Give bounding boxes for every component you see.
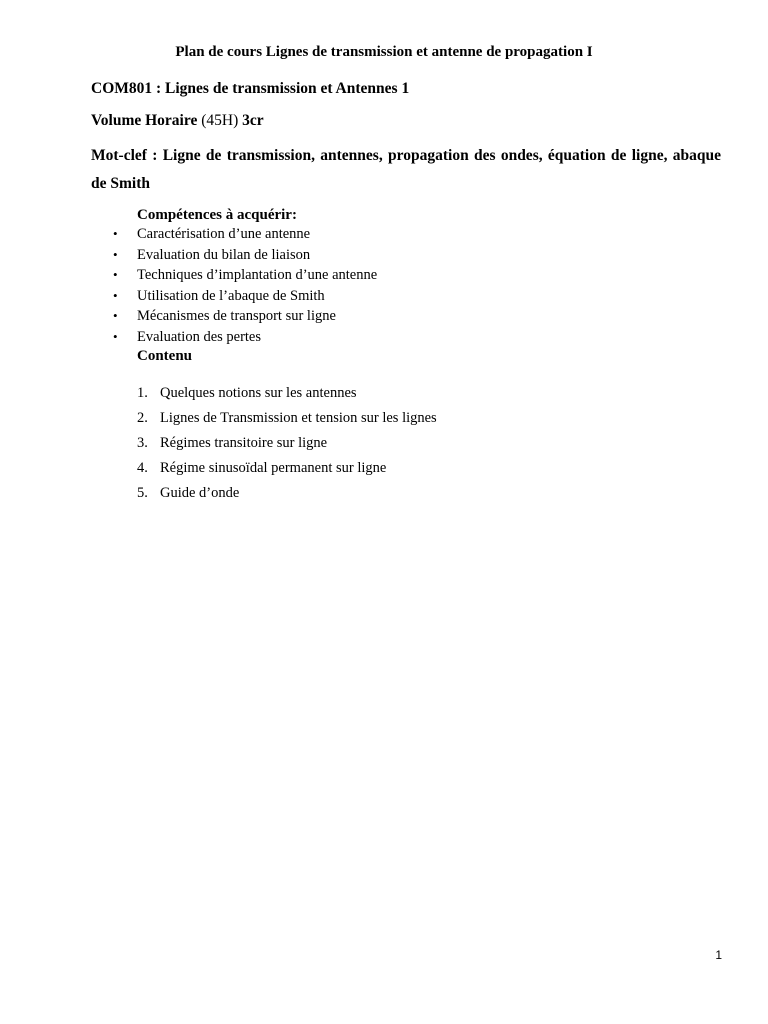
contenu-heading: Contenu	[137, 348, 193, 364]
bullet-marker: •	[113, 287, 118, 303]
competence-text: Mécanismes de transport sur ligne	[137, 308, 336, 324]
bullet-marker: •	[113, 308, 118, 323]
list-number: 2.	[137, 410, 148, 426]
contenu-text: Quelques notions sur les antennes	[160, 385, 357, 401]
bullet-marker: •	[113, 267, 118, 282]
competence-text: Caractérisation d’une antenne	[137, 226, 311, 242]
course-code-line: COM801 : Lignes de transmission et Antennes 1	[91, 80, 410, 97]
competence-text: Techniques d’implantation d’une antenne	[137, 267, 378, 283]
document-title: Plan de cours Lignes de transmission et antenne de propagation I	[175, 44, 593, 60]
bullet-marker: •	[113, 226, 118, 241]
contenu-text: Lignes de Transmission et tension sur les lignes	[160, 410, 437, 426]
list-number: 5.	[137, 485, 148, 501]
contenu-text: Guide d’onde	[160, 485, 240, 501]
bullet-marker: •	[113, 328, 118, 344]
volume-credits: 3cr	[242, 112, 264, 129]
competence-text: Utilisation de l’abaque de Smith	[137, 287, 325, 304]
page-number: 1	[715, 948, 722, 962]
bullet-marker: •	[113, 246, 118, 262]
keywords-paragraph	[91, 142, 721, 198]
volume-hours: (45H)	[201, 112, 239, 129]
volume-label: Volume Horaire	[91, 112, 198, 129]
list-number: 1.	[137, 385, 148, 401]
contenu-text: Régimes transitoire sur ligne	[160, 435, 328, 451]
volume-line	[91, 111, 264, 131]
contenu-text: Régime sinusoïdal permanent sur ligne	[160, 460, 387, 476]
competence-text: Evaluation des pertes	[137, 328, 262, 345]
list-number: 3.	[137, 435, 148, 451]
keywords-line-1: Mot-clef : Ligne de transmission, antennes, propagation des ondes, équation de ligne, abaque	[91, 147, 721, 164]
competences-heading: Compétences à acquérir:	[137, 207, 297, 223]
keywords-line-2: de Smith	[91, 175, 150, 192]
list-number: 4.	[137, 460, 148, 476]
competence-text: Evaluation du bilan de liaison	[137, 246, 311, 263]
